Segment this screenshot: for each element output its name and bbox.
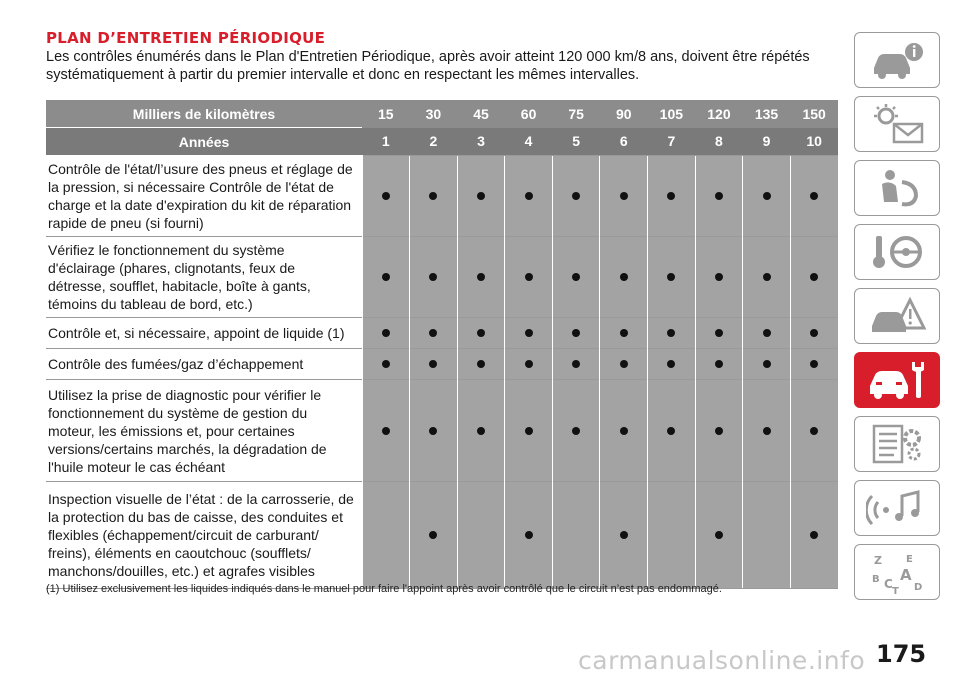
check-dot-icon xyxy=(572,329,580,337)
year-value: 5 xyxy=(552,128,600,156)
check-dot-icon xyxy=(667,329,675,337)
year-value: 10 xyxy=(790,128,838,156)
check-dot-icon xyxy=(715,273,723,281)
interval-cell xyxy=(362,237,410,318)
check-dot-icon xyxy=(382,427,390,435)
interval-cell xyxy=(695,349,743,380)
tab-technical-data[interactable] xyxy=(854,416,940,472)
table-row xyxy=(46,482,838,589)
check-dot-icon xyxy=(763,329,771,337)
check-dot-icon xyxy=(715,192,723,200)
interval-cell xyxy=(695,318,743,349)
check-dot-icon xyxy=(429,192,437,200)
check-dot-icon xyxy=(667,192,675,200)
interval-cell xyxy=(457,318,505,349)
check-dot-icon xyxy=(810,273,818,281)
interval-cell xyxy=(552,237,600,318)
interval-cell xyxy=(457,482,505,589)
tab-starting-driving[interactable] xyxy=(854,224,940,280)
row-description: Utilisez la prise de diagnostic pour vérifier le fonctionnement du système de gestion du moteur, les émissions et, pour certaines versions/certains marchés, la dégradation de l'huile moteur le cas échéant xyxy=(46,380,362,482)
table-row xyxy=(46,349,838,380)
interval-cell xyxy=(743,318,791,349)
alphabet-index-icon xyxy=(866,550,928,594)
row-description: Contrôle des fumées/gaz d’échappement xyxy=(46,349,362,380)
interval-cell xyxy=(790,349,838,380)
km-value: 90 xyxy=(600,100,648,128)
check-dot-icon xyxy=(525,329,533,337)
interval-cell xyxy=(648,349,696,380)
check-dot-icon xyxy=(620,273,628,281)
interval-cell xyxy=(362,349,410,380)
interval-cell xyxy=(743,482,791,589)
warning-lights-icon xyxy=(866,102,928,146)
interval-cell xyxy=(552,482,600,589)
interval-cell xyxy=(457,156,505,237)
check-dot-icon xyxy=(477,329,485,337)
check-dot-icon xyxy=(763,273,771,281)
check-dot-icon xyxy=(620,427,628,435)
index-letter: D xyxy=(914,582,923,593)
year-value: 2 xyxy=(410,128,458,156)
km-value: 15 xyxy=(362,100,410,128)
check-dot-icon xyxy=(620,192,628,200)
check-dot-icon xyxy=(572,192,580,200)
year-value: 3 xyxy=(457,128,505,156)
check-dot-icon xyxy=(477,360,485,368)
interval-cell xyxy=(505,318,553,349)
interval-cell xyxy=(648,156,696,237)
check-dot-icon xyxy=(715,329,723,337)
km-value: 120 xyxy=(695,100,743,128)
interval-cell xyxy=(410,482,458,589)
km-value: 60 xyxy=(505,100,553,128)
tab-safety[interactable] xyxy=(854,160,940,216)
interval-cell xyxy=(505,156,553,237)
tab-index[interactable] xyxy=(854,544,940,600)
interval-cell xyxy=(505,237,553,318)
interval-cell xyxy=(600,318,648,349)
table-row xyxy=(46,318,838,349)
tab-warning-lights[interactable] xyxy=(854,96,940,152)
check-dot-icon xyxy=(810,329,818,337)
interval-cell xyxy=(457,349,505,380)
footnote: (1) Utilisez exclusivement les liquides indiqués dans le manuel pour faire l'appoint après avoir contrôlé que le circuit n’est pas endommagé. xyxy=(46,583,722,595)
key-steering-icon xyxy=(866,230,928,274)
check-dot-icon xyxy=(525,273,533,281)
interval-cell xyxy=(505,349,553,380)
interval-cell xyxy=(600,237,648,318)
check-dot-icon xyxy=(810,192,818,200)
page-title: PLAN D’ENTRETIEN PÉRIODIQUE xyxy=(46,29,326,47)
check-dot-icon xyxy=(620,531,628,539)
interval-cell xyxy=(790,318,838,349)
interval-cell xyxy=(410,237,458,318)
check-dot-icon xyxy=(715,360,723,368)
years-header-row xyxy=(46,128,838,156)
km-header-label: Milliers de kilomètres xyxy=(46,100,362,128)
interval-cell xyxy=(505,380,553,482)
km-value: 135 xyxy=(743,100,791,128)
car-crash-icon xyxy=(866,294,928,338)
check-dot-icon xyxy=(382,192,390,200)
check-dot-icon xyxy=(667,273,675,281)
interval-cell xyxy=(743,237,791,318)
check-dot-icon xyxy=(763,427,771,435)
interval-cell xyxy=(600,349,648,380)
interval-cell xyxy=(695,482,743,589)
km-value: 30 xyxy=(410,100,458,128)
row-description: Vérifiez le fonctionnement du système d'éclairage (phares, clignotants, feux de détresse, soufflet, habitacle, boîte à gants, témoins du tableau de bord, etc.) xyxy=(46,237,362,318)
year-value: 1 xyxy=(362,128,410,156)
check-dot-icon xyxy=(477,273,485,281)
check-dot-icon xyxy=(715,427,723,435)
check-dot-icon xyxy=(429,273,437,281)
km-value: 75 xyxy=(552,100,600,128)
check-dot-icon xyxy=(763,360,771,368)
interval-cell xyxy=(362,380,410,482)
index-letter: A xyxy=(900,566,912,584)
row-description: Contrôle et, si nécessaire, appoint de liquide (1) xyxy=(46,318,362,349)
interval-cell xyxy=(695,380,743,482)
km-header-row xyxy=(46,100,838,128)
interval-cell xyxy=(505,482,553,589)
km-value: 150 xyxy=(790,100,838,128)
check-dot-icon xyxy=(620,360,628,368)
check-dot-icon xyxy=(525,531,533,539)
check-dot-icon xyxy=(810,360,818,368)
interval-cell xyxy=(600,380,648,482)
interval-cell xyxy=(648,380,696,482)
check-dot-icon xyxy=(525,427,533,435)
year-value: 9 xyxy=(743,128,791,156)
interval-cell xyxy=(790,156,838,237)
years-header-label: Années xyxy=(46,128,362,156)
interval-cell xyxy=(552,156,600,237)
check-dot-icon xyxy=(572,360,580,368)
check-dot-icon xyxy=(429,329,437,337)
check-dot-icon xyxy=(572,427,580,435)
table-row xyxy=(46,237,838,318)
index-letter: T xyxy=(892,586,899,594)
index-letter: B xyxy=(872,574,880,585)
maintenance-table xyxy=(46,100,838,589)
check-dot-icon xyxy=(429,360,437,368)
year-value: 4 xyxy=(505,128,553,156)
row-description: Contrôle de l'état/l’usure des pneus et réglage de la pression, si nécessaire Contrôle de l'état de charge et la date d'expiration du kit de réparation rapide de pneu (si fourni) xyxy=(46,156,362,237)
interval-cell xyxy=(410,156,458,237)
km-value: 105 xyxy=(648,100,696,128)
interval-cell xyxy=(552,318,600,349)
check-dot-icon xyxy=(429,427,437,435)
interval-cell xyxy=(552,349,600,380)
tab-emergency[interactable] xyxy=(854,288,940,344)
interval-cell xyxy=(743,349,791,380)
interval-cell xyxy=(362,318,410,349)
interval-cell xyxy=(790,482,838,589)
table-row xyxy=(46,380,838,482)
check-dot-icon xyxy=(477,192,485,200)
interval-cell xyxy=(600,156,648,237)
interval-cell xyxy=(695,156,743,237)
check-dot-icon xyxy=(715,531,723,539)
year-value: 7 xyxy=(648,128,696,156)
interval-cell xyxy=(410,380,458,482)
interval-cell xyxy=(790,380,838,482)
check-dot-icon xyxy=(667,427,675,435)
page-number: 175 xyxy=(876,640,927,668)
check-dot-icon xyxy=(810,427,818,435)
airbag-seat-icon xyxy=(866,166,928,210)
interval-cell xyxy=(600,482,648,589)
car-wrench-icon xyxy=(866,358,928,402)
check-dot-icon xyxy=(763,192,771,200)
km-value: 45 xyxy=(457,100,505,128)
interval-cell xyxy=(362,156,410,237)
interval-cell xyxy=(743,156,791,237)
list-gear-icon xyxy=(866,422,928,466)
year-value: 6 xyxy=(600,128,648,156)
check-dot-icon xyxy=(382,329,390,337)
index-letter: Z xyxy=(874,554,882,567)
tab-multimedia[interactable] xyxy=(854,480,940,536)
car-info-icon xyxy=(866,38,928,82)
check-dot-icon xyxy=(667,360,675,368)
check-dot-icon xyxy=(429,531,437,539)
row-description: Inspection visuelle de l’état : de la carrosserie, de la protection du bas de caisse, des conduites et flexibles (échappement/circuit de carburant/ freins), éléments en caoutchouc (soufflets/ manchons/douilles, etc.) et agrafes visibles xyxy=(46,482,362,589)
index-letter: C xyxy=(884,577,893,591)
interval-cell xyxy=(457,237,505,318)
interval-cell xyxy=(410,318,458,349)
index-letter: E xyxy=(906,554,913,565)
check-dot-icon xyxy=(477,427,485,435)
interval-cell xyxy=(695,237,743,318)
interval-cell xyxy=(648,237,696,318)
interval-cell xyxy=(790,237,838,318)
intro-paragraph: Les contrôles énumérés dans le Plan d'Entretien Périodique, après avoir atteint 120 000 km/8 ans, doivent être répétés systématiquement à partir du premier intervalle et donc en respectant les mêmes intervalles. xyxy=(46,49,810,83)
year-value: 8 xyxy=(695,128,743,156)
check-dot-icon xyxy=(620,329,628,337)
check-dot-icon xyxy=(382,360,390,368)
tab-maintenance[interactable] xyxy=(854,352,940,408)
check-dot-icon xyxy=(382,273,390,281)
radio-music-icon xyxy=(866,486,928,530)
interval-cell xyxy=(410,349,458,380)
check-dot-icon xyxy=(525,192,533,200)
interval-cell xyxy=(552,380,600,482)
interval-cell xyxy=(648,318,696,349)
interval-cell xyxy=(457,380,505,482)
interval-cell xyxy=(362,482,410,589)
check-dot-icon xyxy=(810,531,818,539)
interval-cell xyxy=(743,380,791,482)
check-dot-icon xyxy=(525,360,533,368)
tab-car-info[interactable] xyxy=(854,32,940,88)
check-dot-icon xyxy=(572,273,580,281)
watermark: carmanualsonline.info xyxy=(578,646,866,675)
chapter-sidebar xyxy=(854,32,942,608)
table-row xyxy=(46,156,838,237)
interval-cell xyxy=(648,482,696,589)
